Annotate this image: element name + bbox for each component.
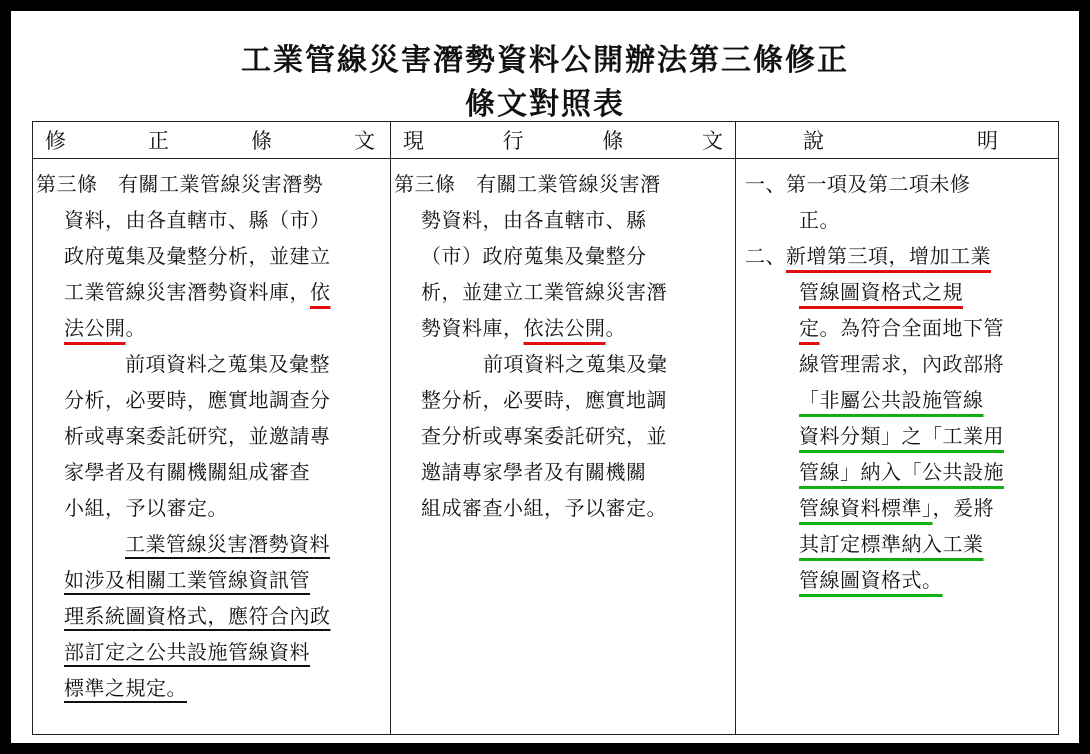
red-highlight: 新增第三項，增加工業	[786, 244, 991, 268]
current-line: 整分析，必要時，應實地調	[421, 388, 667, 412]
amended-line	[64, 274, 331, 310]
current-line	[421, 310, 626, 346]
current-line: 第三條 有關工業管線災害潛	[394, 172, 661, 196]
current-text: 勢資料庫，	[421, 316, 524, 340]
amended-line-added: 理系統圖資格式，應符合內政	[64, 604, 331, 628]
amended-line: 家學者及有關機關組成審查	[64, 460, 310, 484]
amended-text: 工業管線災害潛勢資料庫，	[64, 280, 310, 304]
red-highlight: 管線圖資格式之規	[799, 280, 963, 304]
green-highlight: 其訂定標準納入工業	[799, 532, 984, 556]
header-char: 明	[977, 129, 998, 153]
current-text: 。	[605, 316, 626, 340]
explanation-line	[745, 238, 991, 274]
amended-line: 資料，由各直轄市、縣（市）	[64, 208, 331, 232]
amended-line-added: 標準之規定。	[64, 676, 187, 700]
amended-line: 分析，必要時，應實地調查分	[64, 388, 331, 412]
amended-text: 。	[125, 316, 146, 340]
header-explanation	[803, 122, 998, 158]
header-char: 條	[251, 129, 272, 153]
red-highlight: 法公開	[64, 316, 126, 340]
amended-line	[64, 310, 146, 346]
current-line: 查分析或專案委託研究，並	[421, 424, 667, 448]
current-line: 析，並建立工業管線災害潛	[421, 280, 667, 304]
header-amended-text	[45, 122, 375, 158]
header-char: 說	[803, 129, 824, 153]
current-line: 前項資料之蒐集及彙	[483, 352, 668, 376]
green-highlight: 管線資料標準」	[799, 496, 933, 520]
amended-line-added: 部訂定之公共設施管線資料	[64, 640, 310, 664]
amended-line: 政府蒐集及彙整分析，並建立	[64, 244, 331, 268]
explanation-line	[799, 310, 1004, 346]
header-char: 現	[403, 129, 424, 153]
green-highlight: 管線圖資格式。	[799, 568, 943, 592]
amended-line: 前項資料之蒐集及彙整	[125, 352, 330, 376]
column-divider	[735, 122, 736, 734]
explanation-line: 線管理需求，內政部將	[799, 352, 1004, 376]
comparison-table	[32, 121, 1059, 735]
red-highlight: 依法公開	[523, 316, 606, 340]
explanation-text: ，爰將	[932, 496, 994, 520]
explanation-line: 正。	[799, 208, 840, 232]
current-line: 邀請專家學者及有關機關	[421, 460, 647, 484]
document-page	[11, 11, 1079, 743]
amended-line-added: 如涉及相關工業管線資訊管	[64, 568, 310, 592]
red-highlight: 依	[310, 280, 331, 304]
current-line: 勢資料，由各直轄市、縣	[421, 208, 647, 232]
header-current-text	[403, 122, 723, 158]
green-highlight: 管線」納入「公共設施	[799, 460, 1004, 484]
header-char: 條	[602, 129, 624, 153]
header-char: 行	[502, 129, 524, 153]
explanation-text: 。為符合全面地下管	[819, 316, 1004, 340]
current-line: （市）政府蒐集及彙整分	[421, 244, 647, 268]
explanation-line: 一、第一項及第二項未修	[745, 172, 971, 196]
document-subtitle: 條文對照表	[465, 87, 625, 122]
header-divider	[33, 158, 1058, 159]
green-highlight: 資料分類」之「工業用	[799, 424, 1004, 448]
amended-line: 析或專案委託研究，並邀請專	[64, 424, 331, 448]
header-char: 正	[148, 129, 169, 153]
amended-line: 小組，予以審定。	[64, 496, 228, 520]
column-divider	[390, 122, 391, 734]
document-title: 工業管線災害潛勢資料公開辦法第三條修正	[241, 43, 849, 78]
explanation-line	[799, 490, 994, 526]
explanation-text: 二、	[745, 244, 786, 268]
green-highlight: 「非屬公共設施管線	[799, 388, 984, 412]
current-line: 組成審查小組，予以審定。	[421, 496, 667, 520]
header-char: 修	[45, 129, 66, 153]
amended-line-added: 工業管線災害潛勢資料	[125, 532, 330, 556]
header-char: 文	[354, 129, 375, 153]
red-highlight: 定	[799, 316, 820, 340]
header-char: 文	[701, 129, 723, 153]
amended-line: 第三條 有關工業管線災害潛勢	[36, 172, 323, 196]
